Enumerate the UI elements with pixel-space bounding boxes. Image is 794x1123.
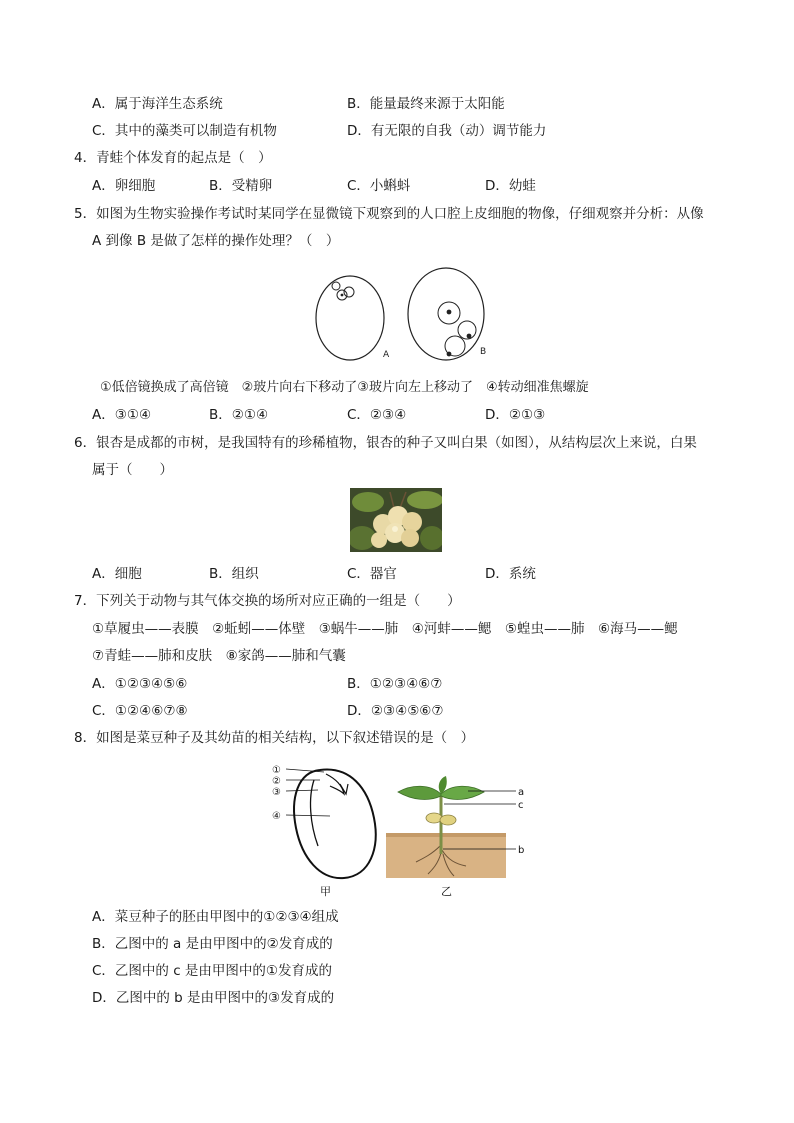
q5-stem-line1: 5．如图为生物实验操作考试时某同学在显微镜下观察到的人口腔上皮细胞的物像，仔细观察并分析：从像 [74, 206, 704, 222]
q6-option-b: B．组织 [209, 566, 259, 582]
q5-stem-line2: A 到像 B 是做了怎样的操作处理？（ ） [92, 233, 340, 249]
bean-seed-diagram [272, 765, 376, 898]
q5-steps: ①低倍镜换成了高倍镜 ②玻片向右下移动了③玻片向左上移动了 ④转动细准焦螺旋 [100, 380, 589, 395]
label-3: ③ [272, 787, 281, 798]
q7-option-b: B．①②③④⑥⑦ [347, 676, 443, 692]
q7-option-a: A．①②③④⑤⑥ [92, 676, 188, 692]
q6-option-d: D．系统 [485, 566, 536, 582]
q8-option-c: C．乙图中的 c 是由甲图中的①发育成的 [92, 963, 333, 979]
view-b-label: B [480, 347, 487, 357]
q4-stem: 4．青蛙个体发育的起点是（ ） [74, 150, 272, 166]
label-b: b [518, 845, 525, 856]
label-yi: 乙 [441, 885, 452, 898]
q7-option-d: D．②③④⑤⑥⑦ [347, 703, 444, 719]
q4-option-c: C．小蝌蚪 [347, 178, 411, 194]
label-a: a [518, 787, 525, 798]
q4-option-d: D．幼蛙 [485, 178, 536, 194]
bean-seed-figure [262, 758, 532, 898]
q7-option-c: C．①②④⑥⑦⑧ [92, 703, 188, 719]
q5-option-c: C．②③④ [347, 407, 407, 423]
microscope-view-figure [310, 264, 500, 368]
q4-option-a: A．卵细胞 [92, 178, 156, 194]
q5-option-a: A．③①④ [92, 407, 152, 423]
q8-option-d: D．乙图中的 b 是由甲图中的③发育成的 [92, 990, 335, 1006]
q3-option-b: B．能量最终来源于太阳能 [347, 96, 505, 112]
q7-items-line1: ①草履虫——表膜 ②蚯蚓——体壁 ③蜗牛——肺 ④河蚌——鳃 ⑤蝗虫——肺 ⑥海马——鳃 [92, 621, 678, 637]
q5-option-d: D．②①③ [485, 407, 546, 423]
seedling-diagram [386, 776, 524, 898]
ginkgo-seed-photo [350, 488, 442, 552]
q7-stem: 7．下列关于动物与其气体交换的场所对应正确的一组是（ ） [74, 593, 461, 609]
label-c: c [518, 800, 524, 811]
q6-option-c: C．器官 [347, 566, 397, 582]
q8-option-b: B．乙图中的 a 是由甲图中的②发育成的 [92, 936, 333, 952]
label-jia: 甲 [320, 885, 331, 898]
q5-option-b: B．②①④ [209, 407, 269, 423]
q6-stem-line2: 属于（ ） [92, 462, 173, 478]
view-b [408, 268, 486, 360]
label-4: ④ [272, 811, 281, 822]
q3-option-d: D．有无限的自我（动）调节能力 [347, 123, 547, 139]
label-2: ② [272, 776, 281, 787]
q3-option-c: C．其中的藻类可以制造有机物 [92, 123, 277, 139]
q8-stem: 8．如图是菜豆种子及其幼苗的相关结构，以下叙述错误的是（ ） [74, 730, 475, 746]
view-a [316, 276, 390, 360]
view-a-label: A [383, 350, 390, 360]
label-1: ① [272, 765, 281, 776]
q6-stem-line1: 6．银杏是成都的市树，是我国特有的珍稀植物，银杏的种子又叫白果（如图），从结构层次上来说，白果 [74, 435, 697, 451]
q4-option-b: B．受精卵 [209, 178, 273, 194]
q8-option-a: A．菜豆种子的胚由甲图中的①②③④组成 [92, 909, 339, 925]
q7-items-line2: ⑦青蛙——肺和皮肤 ⑧家鸽——肺和气囊 [92, 648, 346, 664]
q6-option-a: A．细胞 [92, 566, 142, 582]
q3-option-a: A．属于海洋生态系统 [92, 96, 223, 112]
